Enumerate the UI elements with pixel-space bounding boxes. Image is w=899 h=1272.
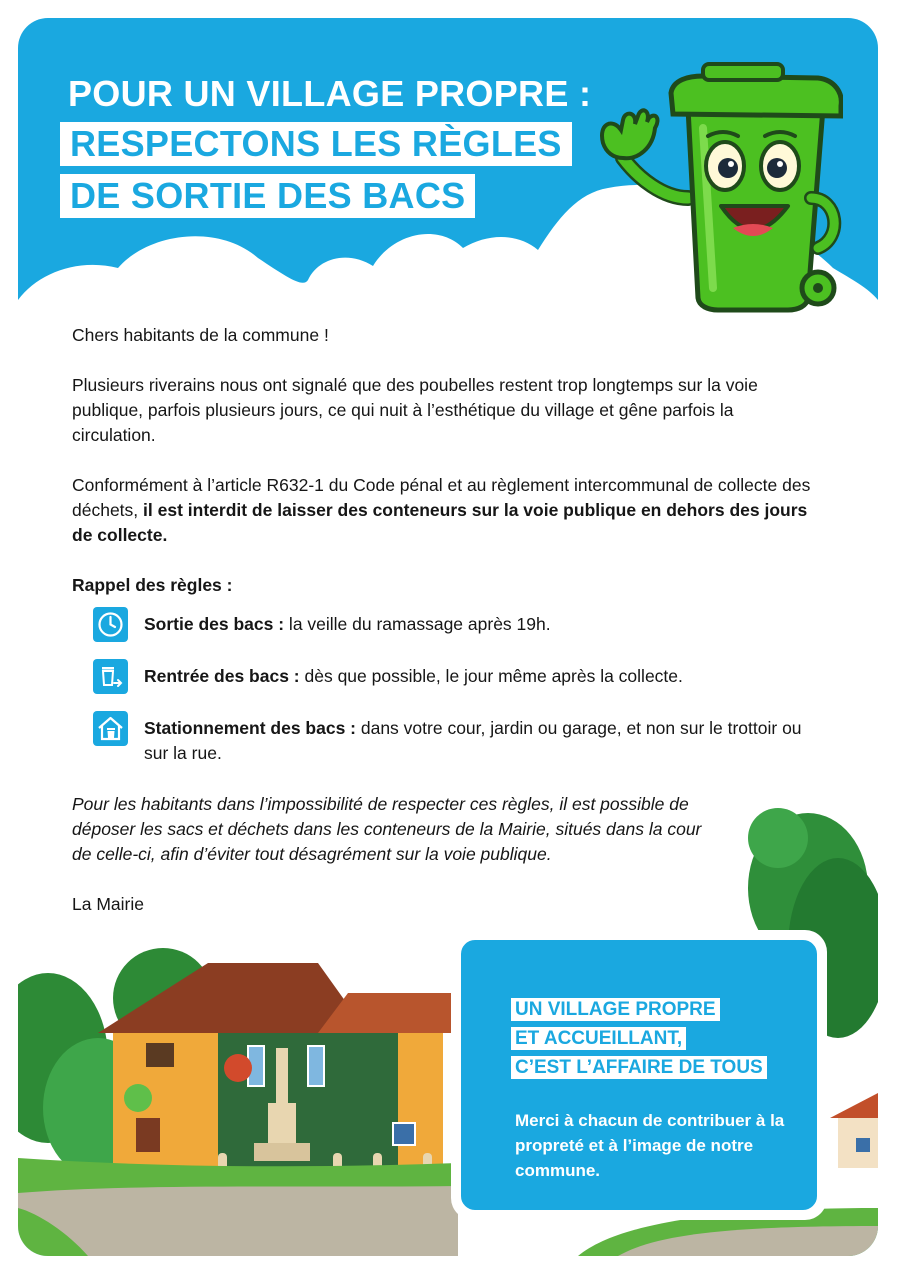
poster-frame	[18, 18, 878, 1256]
house-bin-icon	[93, 711, 128, 746]
paragraph-regulation	[72, 473, 812, 548]
thanks-message: Merci à chacun de contribuer à la propreté et à l’image de notre commune.	[515, 1111, 785, 1180]
slogan-line-2: ET ACCUEILLANT,	[511, 1027, 686, 1050]
rule-rentree-label: Rentrée des bacs :	[144, 666, 300, 686]
alternative-note: Pour les habitants dans l’impossibilité de respecter ces règles, il est possible de déposer les sacs et déchets dans les conteneurs de la Mairie, situés dans la cour de celle-ci, afin d’éviter tout désagrément sur la voie publique.	[72, 794, 702, 864]
letter-content	[72, 323, 812, 917]
regulation-bold: il est interdit de laisser des conteneurs sur la voie publique en dehors des jours de collecte.	[72, 500, 808, 545]
rule-rentree	[72, 664, 812, 700]
rule-stationnement-label: Stationnement des bacs :	[144, 718, 356, 738]
greeting: Chers habitants de la commune !	[72, 325, 329, 345]
title-line-3: DE SORTIE DES BACS	[60, 174, 475, 218]
rule-stationnement-text: dans votre cour, jardin ou garage, et non sur le trottoir ou sur la rue.	[144, 718, 802, 763]
title-line-1: POUR UN VILLAGE PROPRE :	[68, 73, 592, 114]
signature: La Mairie	[72, 894, 144, 914]
paragraph-complaint: Plusieurs riverains nous ont signalé que des poubelles restent trop longtemps sur la voie publique, parfois plusieurs jours, ce qui nuit à l’esthétique du village et gêne parfois la circulation.	[72, 375, 758, 445]
rule-sortie-text: la veille du ramassage après 19h.	[284, 614, 551, 634]
rule-sortie	[72, 612, 812, 648]
rule-sortie-label: Sortie des bacs :	[144, 614, 285, 634]
title-line-2: RESPECTONS LES RÈGLES	[60, 122, 572, 166]
slogan-line-1: UN VILLAGE PROPRE	[511, 998, 720, 1021]
regulation-intro: Conformément à l’article R632-1 du Code pénal et au règlement intercommunal de collecte des déchets,	[72, 475, 811, 520]
clock-icon	[93, 607, 128, 642]
rules-heading: Rappel des règles :	[72, 575, 233, 595]
rule-rentree-text: dès que possible, le jour même après la collecte.	[299, 666, 683, 686]
rule-stationnement	[72, 716, 812, 766]
callout-box	[451, 930, 827, 1220]
bin-return-icon	[93, 659, 128, 694]
slogan-line-3: C’EST L’AFFAIRE DE TOUS	[511, 1056, 767, 1079]
callout-panel	[459, 938, 819, 1212]
